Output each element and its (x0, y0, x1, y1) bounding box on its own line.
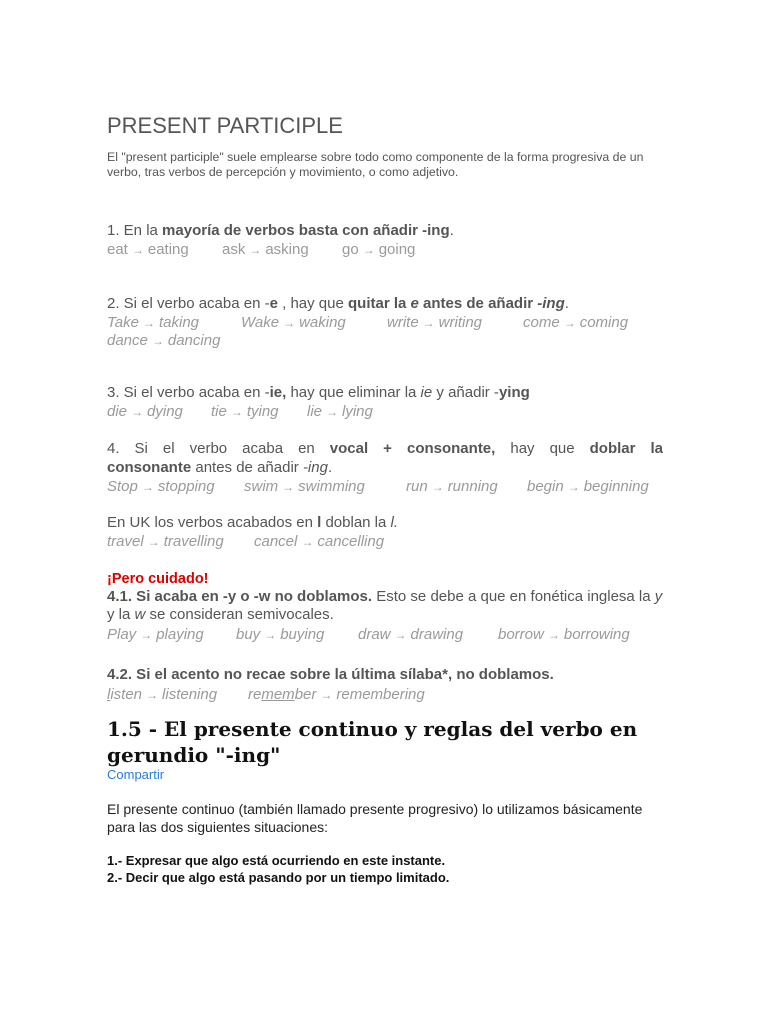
example-pair: run → running (406, 478, 498, 495)
example-pair: Stop → stopping (107, 478, 215, 495)
example-pair: go → going (342, 241, 416, 258)
example-pair: begin → beginning (527, 478, 649, 495)
example-pair: draw → drawing (358, 626, 464, 643)
situations-list (107, 852, 449, 886)
example-pair: listen → listening (107, 686, 218, 703)
example-pair: Play → playing (107, 626, 204, 643)
example-pair: remember → remembering (248, 686, 425, 703)
warning-label: ¡Pero cuidado! (107, 571, 209, 587)
example-pair: lie → lying (307, 403, 373, 420)
intro-paragraph: El "present participle" suele emplearse sobre todo como componente de la forma progresiva de un verbo, tras verbos de percepción y movimiento, o como adjetivo. (107, 150, 644, 179)
example-pair: swim → swimming (244, 478, 365, 495)
example-pair: borrow → borrowing (498, 626, 630, 643)
example-pair: Wake → waking (241, 314, 346, 331)
section-heading: 1.5 - El presente continuo y reglas del verbo en gerundio "-ing" (107, 717, 638, 767)
example-pair: travel → travelling (107, 533, 224, 550)
rule-1: 1. En la mayoría de verbos basta con añadir -ing. (107, 222, 454, 239)
example-pair: cancel → cancelling (254, 533, 385, 550)
page-title: PRESENT PARTICIPLE (107, 113, 343, 138)
example-pair: Take → taking (107, 314, 200, 331)
list-item: 2.- Decir que algo está pasando por un tiempo limitado. (107, 870, 450, 885)
example-pair: eat → eating (107, 241, 189, 258)
rule-4-2: 4.2. Si el acento no recae sobre la última sílaba*, no doblamos. (107, 666, 554, 683)
rule-4-line-2: consonante antes de añadir -ing. (107, 459, 333, 476)
example-pair: tie → tying (211, 403, 279, 420)
section-paragraph: El presente continuo (también llamado presente progresivo) lo utilizamos básicamente para las dos siguientes situaciones: (107, 801, 643, 835)
example-pair: buy → buying (236, 626, 325, 643)
rule-4-1: 4.1. Si acaba en -y o -w no doblamos. Esto se debe a que en fonética inglesa la y y la w se consideran semivocales. (107, 588, 663, 623)
example-pair: dance → dancing (107, 332, 221, 349)
rule-4-line-1: 4. Si el verbo acaba en vocal + consonante, hay que doblar la (107, 440, 664, 457)
example-pair: die → dying (107, 403, 183, 420)
example-pair: come → coming (523, 314, 629, 331)
list-item: 1.- Expresar que algo está ocurriendo en este instante. (107, 853, 446, 868)
rule-3: 3. Si el verbo acaba en -ie, hay que eliminar la ie y añadir -ying (107, 384, 530, 401)
uk-rule: En UK los verbos acabados en l doblan la l. (107, 514, 399, 531)
example-pair: write → writing (387, 314, 483, 331)
rule-2: 2. Si el verbo acaba en -e , hay que quitar la e antes de añadir -ing. (107, 295, 569, 312)
example-pair: ask → asking (222, 241, 309, 258)
share-link[interactable]: Compartir (107, 767, 165, 782)
